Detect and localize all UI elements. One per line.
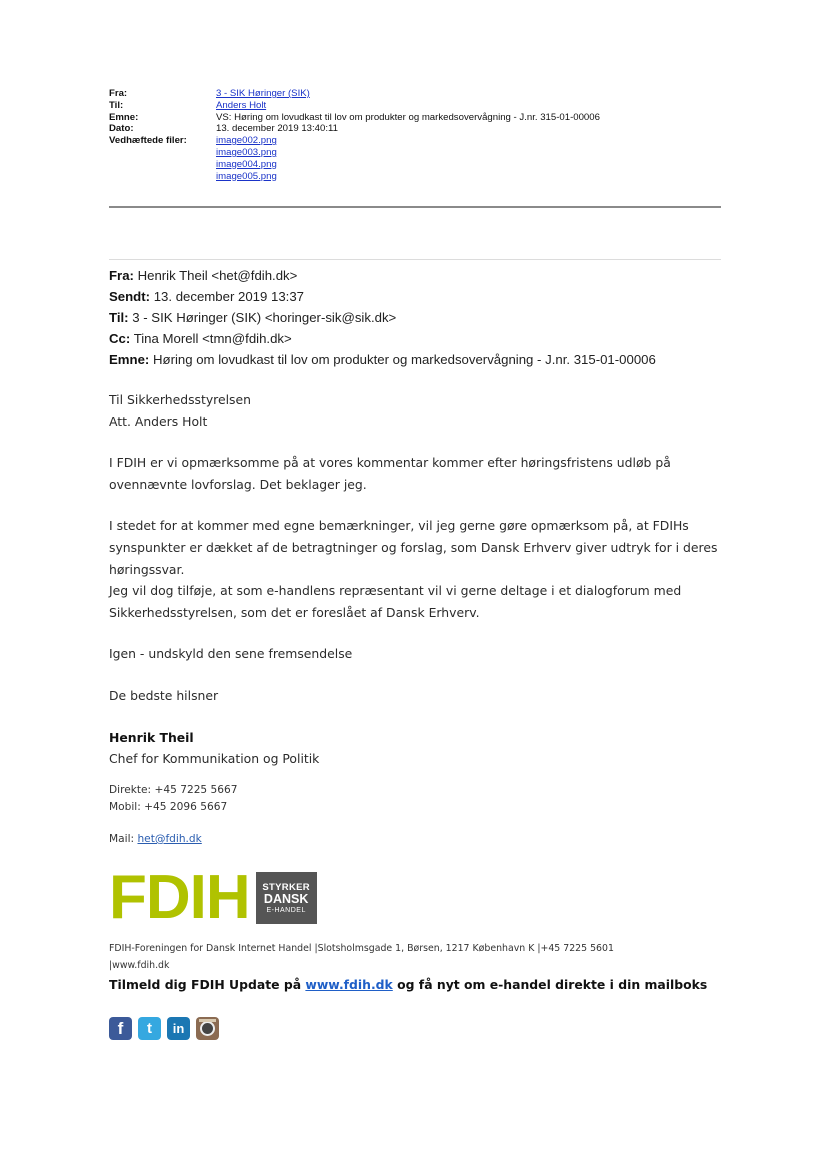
attachment-link[interactable]: image003.png <box>216 146 277 158</box>
header-attachments-row <box>109 135 721 182</box>
signature-mail-label: Mail: <box>109 832 138 845</box>
header-to-row <box>109 100 721 112</box>
fwd-from-label: Fra: <box>109 268 134 283</box>
header-date-value: 13. december 2019 13:40:11 <box>216 123 338 135</box>
signature-name: Henrik Theil <box>109 729 194 745</box>
forwarded-meta <box>109 265 656 370</box>
linkedin-icon[interactable]: in <box>167 1017 190 1040</box>
fwd-sent-value: 13. december 2019 13:37 <box>153 289 305 304</box>
signature-mail-link[interactable]: het@fdih.dk <box>137 832 202 845</box>
body-paragraph-line: Jeg vil dog tilføje, at som e-handlens repræsentant vil vi gerne deltage i et dialogforum med <box>109 583 682 599</box>
header-date-label: Dato: <box>109 123 134 135</box>
body-paragraph-line: høringssvar. <box>109 561 185 577</box>
fwd-to-value: 3 - SIK Høringer (SIK) <horinger-sik@sik.dk> <box>132 310 397 325</box>
email-header <box>109 88 721 182</box>
social-icons <box>109 1017 219 1040</box>
twitter-icon[interactable]: t <box>138 1017 161 1040</box>
signature-direct-phone: Direkte: +45 7225 5667 <box>109 783 238 796</box>
header-attachments-label: Vedhæftede filer: <box>109 135 187 147</box>
logo-tagline-line: STYRKER <box>262 881 310 893</box>
fwd-subject-label: Emne: <box>109 352 150 367</box>
fwd-sent-line <box>109 286 656 307</box>
message-divider <box>109 259 721 260</box>
header-from-link[interactable]: 3 - SIK Høringer (SIK) <box>216 88 310 99</box>
newsletter-cta <box>109 977 707 992</box>
footer-address-line: |www.fdih.dk <box>109 960 170 971</box>
body-paragraph-line: I FDIH er vi opmærksomme på at vores kommentar kommer efter høringsfristens udløb på <box>109 455 671 471</box>
fdih-logo <box>109 863 317 932</box>
body-paragraph-line: Sikkerhedsstyrelsen, som det er foreslået af Dansk Erhverv. <box>109 604 480 620</box>
signature-mail-line <box>109 831 729 849</box>
header-from-label: Fra: <box>109 88 128 99</box>
footer-address-line: FDIH-Foreningen for Dansk Internet Handel |Slotsholmsgade 1, Børsen, 1217 København K |+45 7225 5601 <box>109 943 614 954</box>
fwd-from-line <box>109 265 656 286</box>
instagram-icon[interactable] <box>196 1017 219 1040</box>
fwd-to-label: Til: <box>109 310 129 325</box>
footer-address <box>109 940 689 974</box>
header-date-row <box>109 123 721 135</box>
header-from-row <box>109 88 721 100</box>
fwd-subject-line <box>109 349 656 370</box>
logo-tagline-line: DANSK <box>263 891 309 906</box>
header-divider <box>109 206 721 208</box>
body-paragraph-line: Igen - undskyld den sene fremsendelse <box>109 646 353 662</box>
fwd-subject-value: Høring om lovudkast til lov om produkter og markedsovervågning - J.nr. 315-01-00006 <box>152 352 656 367</box>
closing-line: De bedste hilsner <box>109 687 219 703</box>
attachment-link[interactable]: image005.png <box>216 170 277 182</box>
body-paragraph-line: I stedet for at kommer med egne bemærkninger, vil jeg gerne gøre opmærksom på, at FDIHs <box>109 518 689 534</box>
attachment-link[interactable]: image004.png <box>216 158 277 170</box>
fwd-sent-label: Sendt: <box>109 289 151 304</box>
greeting-line: Til Sikkerhedsstyrelsen <box>109 392 251 407</box>
header-to-label: Til: <box>109 99 124 111</box>
logo-text: FDIH <box>109 863 250 932</box>
body-paragraph-line: ovennævnte lovforslag. Det beklager jeg. <box>109 476 367 492</box>
attachment-list <box>216 135 277 182</box>
header-subject-label: Emne: <box>109 111 139 123</box>
body-paragraph-line: synspunkter er dækket af de betragtninger og forslag, som Dansk Erhverv giver udtryk for i deres <box>109 539 718 555</box>
greeting-line: Att. Anders Holt <box>109 413 208 429</box>
attachment-link[interactable]: image002.png <box>216 135 277 147</box>
cta-text: Tilmeld dig FDIH Update på <box>109 977 306 992</box>
email-body <box>109 389 729 848</box>
cta-link[interactable]: www.fdih.dk <box>305 977 393 992</box>
fwd-cc-value: Tina Morell <tmn@fdih.dk> <box>133 331 292 346</box>
header-subject-value: VS: Høring om lovudkast til lov om produkter og markedsovervågning - J.nr. 315-01-00006 <box>216 111 600 123</box>
fwd-cc-label: Cc: <box>109 331 131 346</box>
cta-text: og få nyt om e-handel direkte i din mailboks <box>392 977 708 992</box>
signature-mobile-phone: Mobil: +45 2096 5667 <box>109 801 228 814</box>
fwd-from-value: Henrik Theil <het@fdih.dk> <box>137 268 298 283</box>
facebook-icon[interactable]: f <box>109 1017 132 1040</box>
fwd-cc-line <box>109 328 656 349</box>
signature-title: Chef for Kommunikation og Politik <box>109 751 320 767</box>
header-subject-row <box>109 112 721 124</box>
header-to-link[interactable]: Anders Holt <box>216 99 267 111</box>
fwd-to-line <box>109 307 656 328</box>
logo-tagline-box <box>256 872 317 924</box>
logo-tagline-line: E-HANDEL <box>266 906 306 914</box>
